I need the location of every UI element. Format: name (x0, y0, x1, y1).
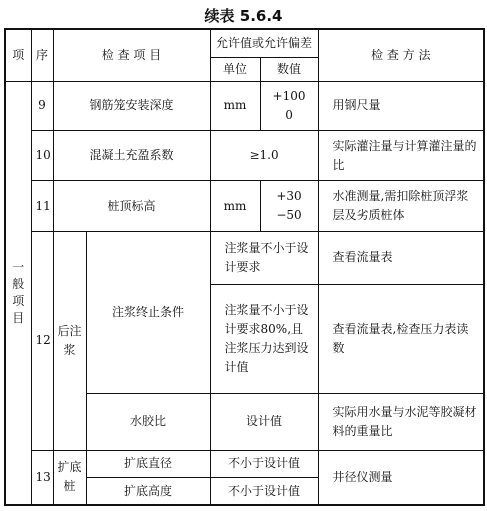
header-tolerance: 允许值或允许偏差 (210, 29, 318, 57)
value-lower: 0 (285, 107, 293, 122)
value-cell: 设计值 (210, 394, 318, 451)
method-cell: 井径仪测量 (318, 450, 484, 505)
seq-cell: 9 (31, 82, 53, 131)
method-cell: 查看流量表,检查压力表读数 (318, 284, 484, 393)
inspection-table (4, 28, 485, 506)
table-row-12a (5, 232, 484, 285)
sub-item-water-binder-ratio: 水胶比 (86, 394, 210, 451)
table-row-10 (5, 130, 484, 181)
method-cell: 用钢尺量 (318, 82, 484, 131)
value-upper: +100 (272, 88, 306, 103)
table-row-11 (5, 181, 484, 232)
method-cell: 查看流量表 (318, 232, 484, 285)
header-unit: 单位 (210, 57, 260, 81)
value-lower: −50 (276, 208, 302, 223)
header-method: 检 查 方 法 (318, 29, 484, 82)
header-row (5, 29, 484, 57)
sub-item-bell-height: 扩底高度 (86, 478, 210, 505)
sub-item-stop-condition: 注浆终止条件 (86, 232, 210, 394)
group-label-general (5, 82, 31, 505)
table-row-13a (5, 450, 484, 477)
subgroup-label-post-grouting: 后注浆 (53, 232, 86, 451)
unit-cell: mm (210, 181, 260, 232)
table-row-9 (5, 82, 484, 131)
header-seq: 序 (31, 29, 53, 82)
seq-cell: 13 (31, 450, 53, 505)
seq-cell: 12 (31, 232, 53, 451)
method-cell: 水准测量,需扣除桩顶浮浆层及劣质桩体 (318, 181, 484, 232)
check-item-cell: 混凝土充盈系数 (53, 130, 210, 181)
value-cell: 注浆量不小于设计要求80%,且注浆压力达到设计值 (210, 284, 318, 393)
value-cell (260, 82, 318, 131)
group-char: 一 (12, 260, 25, 275)
header-value: 数值 (260, 57, 318, 81)
method-cell: 实际灌注量与计算灌注量的比 (318, 130, 484, 181)
method-cell: 实际用水量与水泥等胶凝材料的重量比 (318, 394, 484, 451)
seq-cell: 10 (31, 130, 53, 181)
value-cell: 不小于设计值 (210, 450, 318, 477)
header-item: 项 (5, 29, 31, 82)
value-cell: 注浆量不小于设计要求 (210, 232, 318, 285)
value-upper: +30 (276, 189, 302, 204)
value-cell: 不小于设计值 (210, 478, 318, 505)
group-char: 项 (12, 294, 25, 309)
value-cell (260, 181, 318, 232)
value-cell: ≥1.0 (210, 130, 318, 181)
unit-cell: mm (210, 82, 260, 131)
group-char: 般 (12, 277, 25, 292)
header-check-item: 检 查 项 目 (53, 29, 210, 82)
group-char: 目 (12, 311, 25, 326)
table-caption: 续表 5.6.4 (204, 7, 283, 25)
sub-item-bell-diameter: 扩底直径 (86, 450, 210, 477)
check-item-cell: 桩顶标高 (53, 181, 210, 232)
seq-cell: 11 (31, 181, 53, 232)
check-item-cell: 钢筋笼安装深度 (53, 82, 210, 131)
subgroup-label-belled-pile: 扩底桩 (53, 450, 86, 505)
